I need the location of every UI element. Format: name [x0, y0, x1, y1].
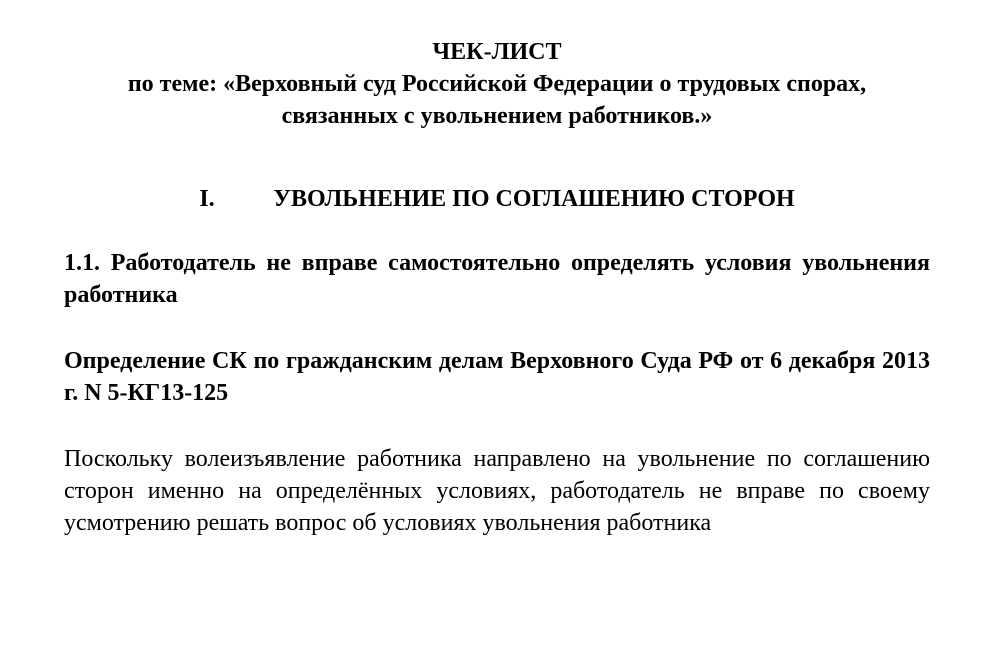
section-heading [64, 183, 930, 215]
court-ruling-reference: Определение СК по гражданским делам Верховного Суда РФ от 6 декабря 2013 г. N 5-КГ13-125 [64, 348, 930, 406]
title-line-1: ЧЕК-ЛИСТ [432, 39, 562, 65]
document-title [64, 36, 930, 132]
title-line-2: по теме: «Верховный суд Российской Федерации о трудовых спорах, [127, 71, 867, 97]
document-page [64, 36, 930, 539]
body-paragraph: Поскольку волеизъявление работника направлено на увольнение по соглашению сторон именно на определённых условиях, работодатель не вправе по своему усмотрению решать вопрос об условиях увольнения работника [64, 446, 930, 536]
section-numeral: I. [199, 186, 215, 212]
section-heading-text: УВОЛЬНЕНИЕ ПО СОГЛАШЕНИЮ СТОРОН [273, 186, 795, 212]
title-line-3: связанных с увольнением работников.» [281, 103, 713, 129]
subsection-heading: 1.1. Работодатель не вправе самостоятельно определять условия увольнения работника [64, 250, 930, 308]
